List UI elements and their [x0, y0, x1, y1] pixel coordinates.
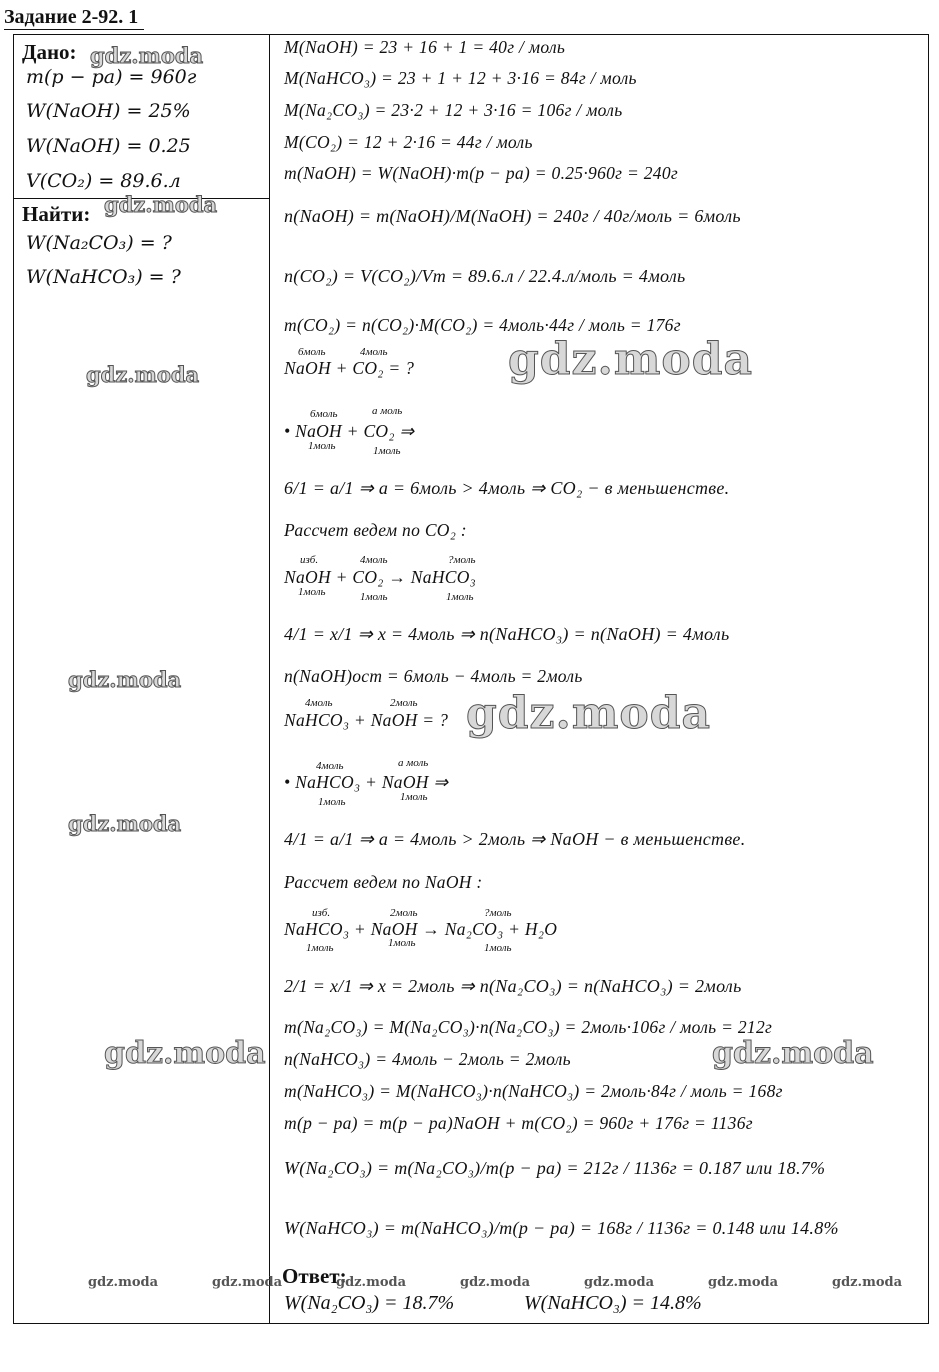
- solution-line: m(NaHCO₃) = M(NaHCO₃)·n(NaHCO₃) = 2моль·84г / моль = 168г: [284, 1081, 783, 1101]
- mol-label: 1моль: [318, 796, 346, 808]
- mol-label: 2моль: [390, 907, 418, 919]
- solution-line: M(CO₂) = 12 + 2·16 = 44г / моль: [284, 132, 533, 152]
- mol-label: 1моль: [484, 942, 512, 954]
- find-header: Найти:: [22, 202, 91, 226]
- watermark: gdz.moda: [90, 43, 204, 68]
- watermark: gdz.moda: [104, 1036, 266, 1071]
- mol-label: 1моль: [388, 937, 416, 949]
- watermark: gdz.moda: [336, 1275, 407, 1290]
- mol-label: изб.: [312, 907, 331, 919]
- solution-line: M(NaOH) = 23 + 16 + 1 = 40г / моль: [284, 37, 566, 57]
- solution-line: • NaHCO₃ + NaOH ⇒: [284, 772, 449, 792]
- solution-line: Рассчет ведем по NaOH :: [284, 872, 483, 892]
- solution-line: 4/1 = a/1 ⇒ a = 4моль > 2моль ⇒ NaOH − в меньшенстве.: [284, 829, 746, 849]
- find-item: W(NaHCO₃) = ?: [26, 266, 181, 288]
- watermark: gdz.moda: [212, 1275, 283, 1290]
- watermark: gdz.moda: [466, 688, 712, 739]
- watermark: gdz.moda: [832, 1275, 903, 1290]
- mol-label: 1моль: [400, 791, 428, 803]
- given-header: Дано:: [22, 40, 77, 64]
- watermark: gdz.moda: [104, 192, 218, 217]
- watermark: gdz.moda: [68, 811, 182, 836]
- watermark: gdz.moda: [584, 1275, 655, 1290]
- column-divider: [269, 34, 270, 1324]
- mol-label: 1моль: [360, 591, 388, 603]
- mol-label: 1моль: [373, 445, 401, 457]
- mol-label: ?моль: [448, 554, 476, 566]
- solution-line: m(Na₂CO₃) = M(Na₂CO₃)·n(Na₂CO₃) = 2моль·106г / моль = 212г: [284, 1017, 773, 1037]
- mol-label: 4моль: [316, 760, 344, 772]
- given-item: W(NaOH) = 0.25: [26, 135, 191, 157]
- solution-line: W(NaHCO₃) = m(NaHCO₃)/m(p − pa) = 168г / 1136г = 0.148 или 14.8%: [284, 1218, 839, 1238]
- given-item: W(NaOH) = 25%: [26, 100, 191, 122]
- mol-label: изб.: [300, 554, 319, 566]
- solution-line: Рассчет ведем по CO₂ :: [284, 520, 467, 540]
- watermark: gdz.moda: [86, 362, 200, 387]
- solution-line: NaOH + CO₂ → NaHCO₃: [284, 567, 477, 587]
- solution-line: 6/1 = a/1 ⇒ a = 6моль > 4моль ⇒ CO₂ − в меньшенстве.: [284, 478, 730, 498]
- answer-item: W(Na₂CO₃) = 18.7%: [284, 1292, 455, 1314]
- solution-line: NaOH + CO₂ = ?: [284, 358, 415, 378]
- solution-line: W(Na₂CO₃) = m(Na₂CO₃)/m(p − pa) = 212г / 1136г = 0.187 или 18.7%: [284, 1158, 826, 1178]
- watermark: gdz.moda: [460, 1275, 531, 1290]
- mol-label: a моль: [398, 757, 429, 769]
- solution-line: M(NaHCO₃) = 23 + 1 + 12 + 3·16 = 84г / моль: [284, 68, 637, 88]
- solution-line: n(NaOH) = m(NaOH)/M(NaOH) = 240г / 40г/моль = 6моль: [284, 206, 741, 226]
- watermark: gdz.moda: [708, 1275, 779, 1290]
- solution-line: n(CO₂) = V(CO₂)/Vm = 89.6.л / 22.4.л/моль = 4моль: [284, 266, 686, 286]
- mol-label: 4моль: [360, 346, 388, 358]
- mol-label: 4моль: [305, 697, 333, 709]
- watermark: gdz.moda: [712, 1036, 874, 1071]
- given-item: m(p − pa) = 960г: [26, 66, 197, 88]
- solution-line: 2/1 = x/1 ⇒ x = 2моль ⇒ n(Na₂CO₃) = n(NaHCO₃) = 2моль: [284, 976, 742, 996]
- solution-line: NaHCO₃ + NaOH = ?: [284, 710, 449, 730]
- mol-label: 6моль: [298, 346, 326, 358]
- solution-line: m(CO₂) = n(CO₂)·M(CO₂) = 4моль·44г / моль = 176г: [284, 315, 681, 335]
- watermark: gdz.moda: [508, 334, 754, 385]
- solution-line: m(NaOH) = W(NaOH)·m(p − pa) = 0.25·960г = 240г: [284, 163, 679, 183]
- mol-label: 1моль: [308, 440, 336, 452]
- given-item: V(CO₂) = 89.6.л: [26, 170, 181, 192]
- mol-label: ?моль: [484, 907, 512, 919]
- answer-item: W(NaHCO₃) = 14.8%: [524, 1292, 702, 1314]
- page-title: Задание 2-92. 1: [4, 6, 144, 30]
- solution-line: NaHCO₃ + NaOH → Na₂CO₃ + H₂O: [284, 919, 558, 939]
- solution-line: M(Na₂CO₃) = 23·2 + 12 + 3·16 = 106г / моль: [284, 100, 623, 120]
- mol-label: 4моль: [360, 554, 388, 566]
- mol-label: 2моль: [390, 697, 418, 709]
- mol-label: 1моль: [306, 942, 334, 954]
- watermark: gdz.moda: [68, 667, 182, 692]
- watermark: gdz.moda: [88, 1275, 159, 1290]
- solution-line: n(NaOH)ост = 6моль − 4моль = 2моль: [284, 666, 583, 686]
- answer-header: Ответ:: [282, 1264, 347, 1288]
- find-item: W(Na₂CO₃) = ?: [26, 232, 172, 254]
- solution-line: 4/1 = x/1 ⇒ x = 4моль ⇒ n(NaHCO₃) = n(NaOH) = 4моль: [284, 624, 730, 644]
- solution-line: • NaOH + CO₂ ⇒: [284, 421, 415, 441]
- mol-label: 1моль: [298, 586, 326, 598]
- mol-label: a моль: [372, 405, 403, 417]
- solution-line: m(p − pa) = m(p − pa)NaOH + m(CO₂) = 960г + 176г = 1136г: [284, 1113, 753, 1133]
- mol-label: 1моль: [446, 591, 474, 603]
- solution-line: n(NaHCO₃) = 4моль − 2моль = 2моль: [284, 1049, 571, 1069]
- mol-label: 6моль: [310, 408, 338, 420]
